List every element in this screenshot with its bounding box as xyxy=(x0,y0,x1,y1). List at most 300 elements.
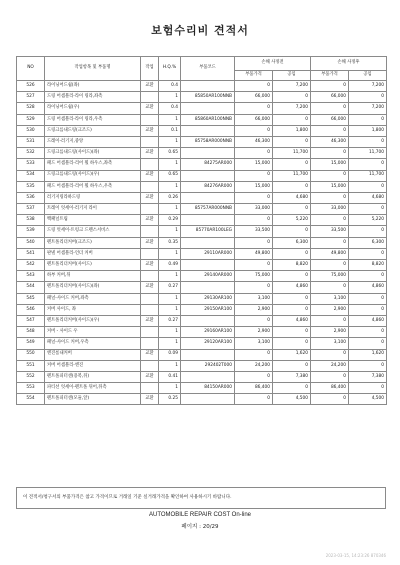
cell-before-part-price: 3,100 xyxy=(235,293,273,304)
cell-after-labor: 1,800 xyxy=(349,125,387,136)
cell-item-name: 트레이 엇세이-러기지 라이 xyxy=(45,204,141,215)
cell-work xyxy=(141,327,159,338)
cell-before-labor: 5,220 xyxy=(273,215,311,226)
cell-work xyxy=(141,159,159,170)
estimate-table xyxy=(16,56,387,405)
cell-item-name: 라이닝어드쉽(우) xyxy=(45,103,141,114)
cell-after-part-price: 75,000 xyxy=(311,271,349,282)
cell-work: 교환 xyxy=(141,192,159,203)
cell-no: 526 xyxy=(17,81,45,92)
cell-after-labor: 11,700 xyxy=(349,148,387,159)
cell-no: 541 xyxy=(17,248,45,259)
cell-before-labor: 4,500 xyxy=(273,394,311,405)
cell-after-labor: 0 xyxy=(349,92,387,103)
cell-after-part-price: 33,000 xyxy=(311,204,349,215)
cell-no: 546 xyxy=(17,304,45,315)
cell-no: 531 xyxy=(17,136,45,147)
cell-work xyxy=(141,226,159,237)
cell-before-labor: 8,820 xyxy=(273,260,311,271)
cell-after-labor: 4,500 xyxy=(349,394,387,405)
cell-after-part-price: 0 xyxy=(311,282,349,293)
cell-hqs: 0.65 xyxy=(159,148,181,159)
table-row xyxy=(17,148,387,159)
header-after-part-price: 부품가격 xyxy=(311,71,349,81)
cell-before-labor: 4,860 xyxy=(273,315,311,326)
cell-work: 교환 xyxy=(141,282,159,293)
cell-before-labor: 11,700 xyxy=(273,170,311,181)
cell-after-part-price: 0 xyxy=(311,148,349,159)
cell-no: 533 xyxy=(17,159,45,170)
cell-item-name: 드레이-러기지,중앙 xyxy=(45,136,141,147)
cell-hqs: 1 xyxy=(159,383,181,394)
cell-before-part-price: 0 xyxy=(235,349,273,360)
cell-hqs: 0.09 xyxy=(159,349,181,360)
cell-before-labor: 4,860 xyxy=(273,282,311,293)
cell-work xyxy=(141,92,159,103)
cell-item-name: 하부 커버,뒤 xyxy=(45,271,141,282)
cell-hqs: 1 xyxy=(159,114,181,125)
cell-hqs: 1 xyxy=(159,360,181,371)
table-row xyxy=(17,81,387,92)
cell-part-code: 84150AR000 xyxy=(181,383,235,394)
cell-after-part-price: 0 xyxy=(311,170,349,181)
cell-part-code: 85860AR100NNB xyxy=(181,114,235,125)
cell-before-labor: 0 xyxy=(273,304,311,315)
cell-after-part-price: 0 xyxy=(311,215,349,226)
header-before-assessment: 손해 사정전 xyxy=(235,57,311,71)
table-row xyxy=(17,260,387,271)
cell-after-part-price: 0 xyxy=(311,260,349,271)
cell-no: 553 xyxy=(17,383,45,394)
cell-no: 534 xyxy=(17,170,45,181)
cell-no: 551 xyxy=(17,360,45,371)
cell-part-code xyxy=(181,260,235,271)
table-row xyxy=(17,271,387,282)
cell-no: 529 xyxy=(17,114,45,125)
cell-hqs: 0.25 xyxy=(159,394,181,405)
cell-before-part-price: 0 xyxy=(235,148,273,159)
cell-before-labor: 4,680 xyxy=(273,192,311,203)
cell-before-part-price: 49,800 xyxy=(235,248,273,259)
cell-before-labor: 0 xyxy=(273,204,311,215)
cell-part-code: 292402T000 xyxy=(181,360,235,371)
cell-before-part-price: 2,900 xyxy=(235,304,273,315)
cell-item-name: 패널-사이드 커버,우측 xyxy=(45,338,141,349)
cell-work: 교환 xyxy=(141,148,159,159)
cell-item-name: 러기지링라하드링 xyxy=(45,192,141,203)
cell-before-labor: 0 xyxy=(273,383,311,394)
cell-part-code: 29150AR100 xyxy=(181,304,235,315)
cell-hqs: 1 xyxy=(159,181,181,192)
cell-after-part-price: 0 xyxy=(311,103,349,114)
cell-hqs: 1 xyxy=(159,304,181,315)
table-row xyxy=(17,204,387,215)
cell-work xyxy=(141,114,159,125)
cell-item-name: 펜트폴리더커버(사이드)(우) xyxy=(45,315,141,326)
cell-after-labor: 5,220 xyxy=(349,215,387,226)
cell-hqs: 0.1 xyxy=(159,125,181,136)
cell-work xyxy=(141,181,159,192)
cell-after-labor: 7,380 xyxy=(349,371,387,382)
cell-no: 554 xyxy=(17,394,45,405)
cell-item-name: 드링 엇세이-트렁크 드렌스서비스 xyxy=(45,226,141,237)
cell-part-code xyxy=(181,148,235,159)
cell-hqs: 0.49 xyxy=(159,260,181,271)
cell-item-name: 파티션 엇세이-펜트폴 뒤어,뒤측 xyxy=(45,383,141,394)
cell-before-part-price: 2,900 xyxy=(235,327,273,338)
cell-part-code xyxy=(181,192,235,203)
cell-before-part-price: 0 xyxy=(235,125,273,136)
table-row xyxy=(17,383,387,394)
cell-after-part-price: 0 xyxy=(311,125,349,136)
cell-part-code xyxy=(181,282,235,293)
table-row xyxy=(17,371,387,382)
cell-no: 537 xyxy=(17,204,45,215)
table-row xyxy=(17,226,387,237)
cell-before-part-price: 0 xyxy=(235,237,273,248)
cell-hqs: 1 xyxy=(159,226,181,237)
cell-hqs: 0.26 xyxy=(159,192,181,203)
cell-part-code: 85850AR100NNB xyxy=(181,92,235,103)
header-after-labor: 공임 xyxy=(349,71,387,81)
cell-after-labor: 0 xyxy=(349,338,387,349)
cell-before-labor: 0 xyxy=(273,271,311,282)
cell-after-labor: 0 xyxy=(349,360,387,371)
cell-before-part-price: 0 xyxy=(235,215,273,226)
cell-before-labor: 1,800 xyxy=(273,125,311,136)
cell-after-part-price: 66,000 xyxy=(311,92,349,103)
cell-after-labor: 7,200 xyxy=(349,81,387,92)
cell-after-labor: 0 xyxy=(349,136,387,147)
cell-after-labor: 0 xyxy=(349,304,387,315)
cell-before-labor: 11,700 xyxy=(273,148,311,159)
header-before-part-price: 부품가격 xyxy=(235,71,273,81)
cell-item-name: 엔진룸내커버 xyxy=(45,349,141,360)
cell-after-labor: 0 xyxy=(349,293,387,304)
table-row xyxy=(17,394,387,405)
cell-work xyxy=(141,204,159,215)
cell-item-name: 드링크를내드링(사이드)(우) xyxy=(45,170,141,181)
cell-before-labor: 0 xyxy=(273,327,311,338)
cell-hqs: 1 xyxy=(159,271,181,282)
cell-after-labor: 0 xyxy=(349,114,387,125)
cell-before-part-price: 66,000 xyxy=(235,92,273,103)
cell-item-name: 드링크를내드링(사이드)(좌) xyxy=(45,148,141,159)
cell-after-part-price: 2,900 xyxy=(311,327,349,338)
cell-hqs: 0.27 xyxy=(159,282,181,293)
cell-part-code xyxy=(181,125,235,136)
cell-part-code xyxy=(181,349,235,360)
table-row xyxy=(17,237,387,248)
cell-after-labor: 0 xyxy=(349,248,387,259)
cell-after-labor: 1,620 xyxy=(349,349,387,360)
header-part-code: 부품코드 xyxy=(181,57,235,81)
footer-title: AUTOMOBILE REPAIR COST On-line xyxy=(148,512,252,518)
header-no: NO xyxy=(17,57,45,81)
cell-after-part-price: 15,000 xyxy=(311,159,349,170)
cell-before-labor: 6,300 xyxy=(273,237,311,248)
cell-before-labor: 0 xyxy=(273,248,311,259)
cell-before-part-price: 0 xyxy=(235,170,273,181)
cell-item-name: 펜트폴리더커버(크조드) xyxy=(45,237,141,248)
cell-before-part-price: 24,200 xyxy=(235,360,273,371)
cell-item-name: 라이닝어드쉽(좌) xyxy=(45,81,141,92)
cell-part-code xyxy=(181,81,235,92)
cell-after-labor: 0 xyxy=(349,226,387,237)
cell-hqs: 1 xyxy=(159,338,181,349)
cell-before-labor: 0 xyxy=(273,338,311,349)
cell-after-part-price: 0 xyxy=(311,371,349,382)
cell-after-labor: 4,860 xyxy=(349,315,387,326)
cell-before-labor: 1,620 xyxy=(273,349,311,360)
cell-after-labor: 0 xyxy=(349,327,387,338)
cell-item-name: 드링 어셈블리-라이 링라,좌측 xyxy=(45,92,141,103)
cell-work xyxy=(141,304,159,315)
cell-before-labor: 0 xyxy=(273,360,311,371)
cell-no: 528 xyxy=(17,103,45,114)
cell-item-name: 커버 어셈블리-엔진 xyxy=(45,360,141,371)
cell-after-part-price: 3,100 xyxy=(311,338,349,349)
cell-work xyxy=(141,293,159,304)
cell-before-part-price: 3,100 xyxy=(235,338,273,349)
cell-item-name: 패드 어셈블리-리어 휠 하우스,우측 xyxy=(45,181,141,192)
cell-work xyxy=(141,383,159,394)
cell-after-part-price: 33,500 xyxy=(311,226,349,237)
table-row xyxy=(17,349,387,360)
cell-before-part-price: 0 xyxy=(235,394,273,405)
cell-no: 549 xyxy=(17,338,45,349)
table-row xyxy=(17,159,387,170)
cell-before-labor: 7,200 xyxy=(273,103,311,114)
cell-after-part-price: 0 xyxy=(311,394,349,405)
cell-part-code: 85758AR000NNB xyxy=(181,136,235,147)
cell-part-code xyxy=(181,170,235,181)
cell-work xyxy=(141,136,159,147)
cell-work: 교환 xyxy=(141,394,159,405)
table-row xyxy=(17,125,387,136)
cell-hqs: 1 xyxy=(159,92,181,103)
cell-after-part-price: 46,300 xyxy=(311,136,349,147)
table-row xyxy=(17,192,387,203)
cell-item-name: 드링 어셈블리-라이 링라,우측 xyxy=(45,114,141,125)
cell-no: 547 xyxy=(17,315,45,326)
cell-no: 550 xyxy=(17,349,45,360)
cell-part-code xyxy=(181,315,235,326)
cell-no: 535 xyxy=(17,181,45,192)
cell-part-code: 85770AR100LEG xyxy=(181,226,235,237)
cell-before-part-price: 0 xyxy=(235,192,273,203)
cell-no: 552 xyxy=(17,371,45,382)
cell-work: 교환 xyxy=(141,215,159,226)
cell-after-labor: 0 xyxy=(349,204,387,215)
cell-after-part-price: 15,000 xyxy=(311,181,349,192)
cell-before-part-price: 75,000 xyxy=(235,271,273,282)
table-row xyxy=(17,136,387,147)
header-before-labor: 공임 xyxy=(273,71,311,81)
cell-hqs: 0.41 xyxy=(159,371,181,382)
cell-part-code: 85757AR000NNB xyxy=(181,204,235,215)
print-timestamp: 2023-03-15, 14:23:26 870346 xyxy=(325,553,386,558)
cell-work: 교환 xyxy=(141,349,159,360)
table-row xyxy=(17,327,387,338)
cell-item-name: 패널-사이드 커버,좌측 xyxy=(45,293,141,304)
cell-before-part-price: 46,300 xyxy=(235,136,273,147)
table-row xyxy=(17,293,387,304)
cell-no: 527 xyxy=(17,92,45,103)
cell-part-code xyxy=(181,394,235,405)
cell-no: 538 xyxy=(17,215,45,226)
cell-hqs: 0.65 xyxy=(159,170,181,181)
cell-part-code xyxy=(181,103,235,114)
cell-no: 542 xyxy=(17,260,45,271)
cell-hqs: 0.27 xyxy=(159,315,181,326)
cell-part-code xyxy=(181,215,235,226)
table-row xyxy=(17,181,387,192)
cell-before-part-price: 0 xyxy=(235,371,273,382)
table-row xyxy=(17,304,387,315)
cell-no: 530 xyxy=(17,125,45,136)
cell-item-name: 커버 사이드, 좌 xyxy=(45,304,141,315)
cell-item-name: 백패널트림 xyxy=(45,215,141,226)
cell-item-name: 패드 어셈블리-리어 휠 하우스,좌측 xyxy=(45,159,141,170)
cell-no: 544 xyxy=(17,282,45,293)
cell-part-code xyxy=(181,237,235,248)
cell-before-part-price: 0 xyxy=(235,260,273,271)
cell-after-part-price: 0 xyxy=(311,237,349,248)
header-hqs: H.Q.% xyxy=(159,57,181,81)
cell-hqs: 0.35 xyxy=(159,237,181,248)
cell-work: 교환 xyxy=(141,237,159,248)
table-row xyxy=(17,215,387,226)
header-work: 작업 xyxy=(141,57,159,81)
cell-after-part-price: 86,400 xyxy=(311,383,349,394)
cell-work: 교환 xyxy=(141,170,159,181)
cell-part-code: 29130AR100 xyxy=(181,293,235,304)
cell-before-part-price: 33,000 xyxy=(235,204,273,215)
cell-item-name: 판넬 어셈블리-언더 커버 xyxy=(45,248,141,259)
cell-work: 교환 xyxy=(141,125,159,136)
cell-work xyxy=(141,360,159,371)
cell-after-part-price: 2,900 xyxy=(311,304,349,315)
cell-hqs: 1 xyxy=(159,327,181,338)
cell-before-labor: 7,200 xyxy=(273,81,311,92)
table-row xyxy=(17,114,387,125)
cell-no: 545 xyxy=(17,293,45,304)
cell-before-labor: 0 xyxy=(273,181,311,192)
cell-hqs: 0.4 xyxy=(159,81,181,92)
cell-after-labor: 6,300 xyxy=(349,237,387,248)
cell-after-part-price: 49,800 xyxy=(311,248,349,259)
cell-hqs: 1 xyxy=(159,204,181,215)
cell-after-labor: 4,680 xyxy=(349,192,387,203)
cell-hqs: 1 xyxy=(159,159,181,170)
table-row xyxy=(17,315,387,326)
cell-work: 교환 xyxy=(141,371,159,382)
cell-before-part-price: 86,400 xyxy=(235,383,273,394)
cell-work xyxy=(141,248,159,259)
cell-after-part-price: 0 xyxy=(311,192,349,203)
cell-before-part-price: 0 xyxy=(235,282,273,293)
cell-before-part-price: 15,000 xyxy=(235,159,273,170)
cell-no: 539 xyxy=(17,226,45,237)
header-item-name: 작업항목 및 부품명 xyxy=(45,57,141,81)
cell-after-labor: 11,700 xyxy=(349,170,387,181)
cell-before-labor: 0 xyxy=(273,159,311,170)
cell-after-part-price: 0 xyxy=(311,349,349,360)
cell-item-name: 펜트폴피터센(모듈,앞) xyxy=(45,394,141,405)
cell-hqs: 1 xyxy=(159,248,181,259)
table-row xyxy=(17,282,387,293)
cell-after-labor: 0 xyxy=(349,383,387,394)
cell-no: 532 xyxy=(17,148,45,159)
cell-before-labor: 7,380 xyxy=(273,371,311,382)
table-row xyxy=(17,248,387,259)
cell-part-code: 29160AR100 xyxy=(181,327,235,338)
cell-before-part-price: 66,000 xyxy=(235,114,273,125)
cell-before-labor: 0 xyxy=(273,136,311,147)
cell-item-name: 드링크를내드링(크조드) xyxy=(45,125,141,136)
cell-before-part-price: 0 xyxy=(235,103,273,114)
cell-after-labor: 0 xyxy=(349,181,387,192)
cell-item-name: 펜트폴리더커버(사이드) xyxy=(45,260,141,271)
cell-after-labor: 4,860 xyxy=(349,282,387,293)
cell-after-part-price: 24,200 xyxy=(311,360,349,371)
cell-before-part-price: 15,000 xyxy=(235,181,273,192)
cell-work: 교환 xyxy=(141,260,159,271)
table-row xyxy=(17,103,387,114)
cell-item-name: 펜트폴피터센(용복,뒤) xyxy=(45,371,141,382)
cell-part-code: 29140AR000 xyxy=(181,271,235,282)
cell-no: 548 xyxy=(17,327,45,338)
cell-part-code xyxy=(181,371,235,382)
page-number: 페이지 : 20/29 xyxy=(181,524,219,530)
cell-before-part-price: 0 xyxy=(235,81,273,92)
table-row xyxy=(17,92,387,103)
cell-hqs: 1 xyxy=(159,136,181,147)
table-row xyxy=(17,338,387,349)
cell-after-labor: 0 xyxy=(349,271,387,282)
cell-before-part-price: 0 xyxy=(235,315,273,326)
cell-hqs: 1 xyxy=(159,293,181,304)
cell-before-part-price: 33,500 xyxy=(235,226,273,237)
cell-part-code: 29120AR100 xyxy=(181,338,235,349)
table-row xyxy=(17,360,387,371)
document-title: 보험수리비 견적서 xyxy=(151,24,249,37)
cell-work xyxy=(141,338,159,349)
cell-item-name: 커버 - 사이드 우 xyxy=(45,327,141,338)
cell-item-name: 펜트폴리더커버(사이드)(좌) xyxy=(45,282,141,293)
cell-after-part-price: 0 xyxy=(311,315,349,326)
cell-work xyxy=(141,271,159,282)
cell-after-part-price: 66,000 xyxy=(311,114,349,125)
cell-hqs: 0.29 xyxy=(159,215,181,226)
cell-no: 536 xyxy=(17,192,45,203)
cell-part-code: 29110AR000 xyxy=(181,248,235,259)
cell-after-labor: 7,200 xyxy=(349,103,387,114)
cell-after-part-price: 3,100 xyxy=(311,293,349,304)
cell-after-labor: 0 xyxy=(349,159,387,170)
cell-hqs: 0.4 xyxy=(159,103,181,114)
cell-work: 교환 xyxy=(141,315,159,326)
cell-no: 543 xyxy=(17,271,45,282)
table-row xyxy=(17,170,387,181)
cell-part-code: 84275AR000 xyxy=(181,159,235,170)
cell-before-labor: 0 xyxy=(273,114,311,125)
price-notice: 이 견적서/청구서의 부품가격은 참고 가격이므로 거래일 기준 실거래가격을 확인하여 사용하시기 바랍니다. xyxy=(16,487,386,509)
cell-before-labor: 0 xyxy=(273,293,311,304)
cell-part-code: 84276AR000 xyxy=(181,181,235,192)
cell-no: 540 xyxy=(17,237,45,248)
